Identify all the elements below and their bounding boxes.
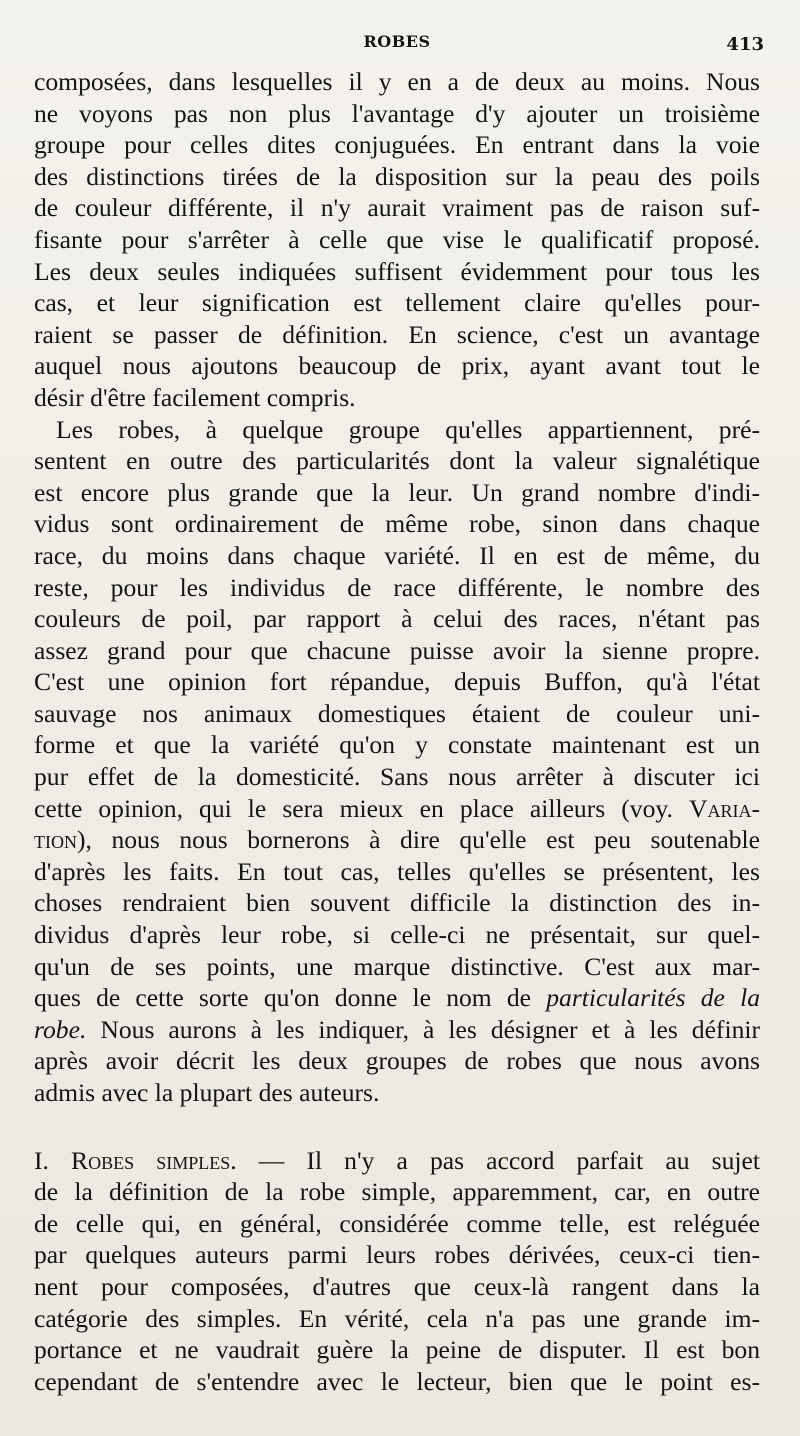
- text-line: choses rendraient bien souvent difficile la distinction des in-: [34, 888, 760, 918]
- text-run: ques de cette sorte qu'on donne le nom de: [34, 983, 547, 1013]
- text-line: désir d'être facilement compris.: [34, 382, 356, 412]
- text-line: auquel nous ajoutons beaucoup de prix, ayant avant tout le: [34, 351, 760, 381]
- section-robes-simples: [34, 1145, 760, 1398]
- italic-run: robe.: [34, 1014, 87, 1044]
- text-line: nent pour composées, d'autres que ceux-là rangent dans la: [34, 1271, 760, 1301]
- text-line: pur effet de la domesticité. Sans nous arrêter à discuter ici: [34, 762, 760, 792]
- text-line: race, du moins dans chaque variété. Il en est de même, du: [34, 540, 760, 570]
- text-line: assez grand pour que chacune puisse avoir la sienne propre.: [34, 635, 760, 665]
- text-line: par quelques auteurs parmi leurs robes dérivées, ceux-ci tien-: [34, 1240, 760, 1270]
- text-line: reste, pour les individus de race différente, le nombre des: [34, 572, 760, 602]
- text-line: [34, 1014, 760, 1046]
- text-line: catégorie des simples. En vérité, cela n'a pas une grande im-: [34, 1303, 760, 1333]
- page-number: 413: [726, 34, 764, 55]
- text-line: vidus sont ordinairement de même robe, sinon dans chaque: [34, 509, 760, 539]
- text-line: C'est une opinion fort répandue, depuis Buffon, qu'à l'état: [34, 667, 760, 697]
- text-line: groupe pour celles dites conjuguées. En entrant dans la voie: [34, 130, 760, 160]
- text-line: composées, dans lesquelles il y en a de deux au moins. Nous: [34, 67, 760, 96]
- text-line: d'après les faits. En tout cas, telles qu'elles se présentent, les: [34, 856, 760, 886]
- text-line: couleurs de poil, par rapport à celui des races, n'étant pas: [34, 604, 760, 634]
- text-line: après avoir décrit les deux groupes de robes que nous avons: [34, 1046, 760, 1076]
- text-line: sentent en outre des particularités dont la valeur signalétique: [34, 446, 760, 476]
- text-line: Les robes, à quelque groupe qu'elles appartiennent, pré-: [56, 414, 760, 444]
- text-line: dividus d'après leur robe, si celle-ci ne présentait, sur quel-: [34, 920, 760, 950]
- text-line: qu'un de ses points, une marque distinctive. C'est aux mar-: [34, 951, 760, 981]
- text-run: cette opinion, qui le sera mieux en place ailleurs (voy.: [34, 793, 689, 823]
- section-heading-line: [34, 1145, 760, 1177]
- small-caps-run: tion: [34, 825, 77, 855]
- text-line: de celle qui, en général, considérée comme telle, est reléguée: [34, 1208, 760, 1238]
- section-number: I.: [34, 1145, 72, 1175]
- running-head: [34, 32, 764, 58]
- text-line: portance et ne vaudrait guère la peine de disputer. Il est bon: [34, 1335, 760, 1365]
- paragraph-2: [34, 414, 760, 1109]
- text-line-variation-ref: [34, 793, 760, 825]
- text-line: ne voyons pas non plus l'avantage d'y ajouter un troisième: [34, 98, 760, 128]
- italic-run: particularités de la: [546, 983, 761, 1013]
- text-line: des distinctions tirées de la disposition sur la peau des poils: [34, 161, 760, 191]
- paragraph-1: [34, 66, 760, 414]
- text-run: — Il n'y a pas accord parfait au sujet: [236, 1145, 760, 1175]
- section-spacer: [34, 1109, 760, 1145]
- text-line: admis avec la plupart des auteurs.: [34, 1078, 380, 1107]
- text-line: sauvage nos animaux domestiques étaient de couleur uni-: [34, 698, 760, 728]
- section-heading: Robes simples.: [71, 1145, 237, 1175]
- text-line: raient se passer de définition. En science, c'est un avantage: [34, 319, 760, 349]
- text-line: cas, et leur signification est tellement claire qu'elles pour-: [34, 288, 760, 318]
- text-run: Nous aurons à les indiquer, à les désigner et à les définir: [86, 1014, 760, 1044]
- text-line: forme et que la variété qu'on y constate maintenant est un: [34, 730, 760, 760]
- running-title: ROBES: [363, 32, 431, 51]
- text-line: cependant de s'entendre avec le lecteur, bien que le point es-: [34, 1366, 760, 1396]
- text-line: de la définition de la robe simple, apparemment, car, en outre: [34, 1177, 760, 1207]
- text-line: de couleur différente, il n'y aurait vraiment pas de raison suf-: [34, 193, 760, 223]
- body-text: [34, 66, 760, 1397]
- text-line: [34, 824, 760, 856]
- text-run: ), nous nous bornerons à dire qu'elle est peu soutenable: [77, 825, 760, 855]
- small-caps-run: Varia-: [688, 793, 760, 823]
- text-line: Les deux seules indiquées suffisent évidemment pour tous les: [34, 256, 760, 286]
- text-line: [34, 982, 760, 1014]
- text-line: fisante pour s'arrêter à celle que vise le qualificatif proposé.: [34, 224, 760, 254]
- text-line: est encore plus grande que la leur. Un grand nombre d'indi-: [34, 477, 760, 507]
